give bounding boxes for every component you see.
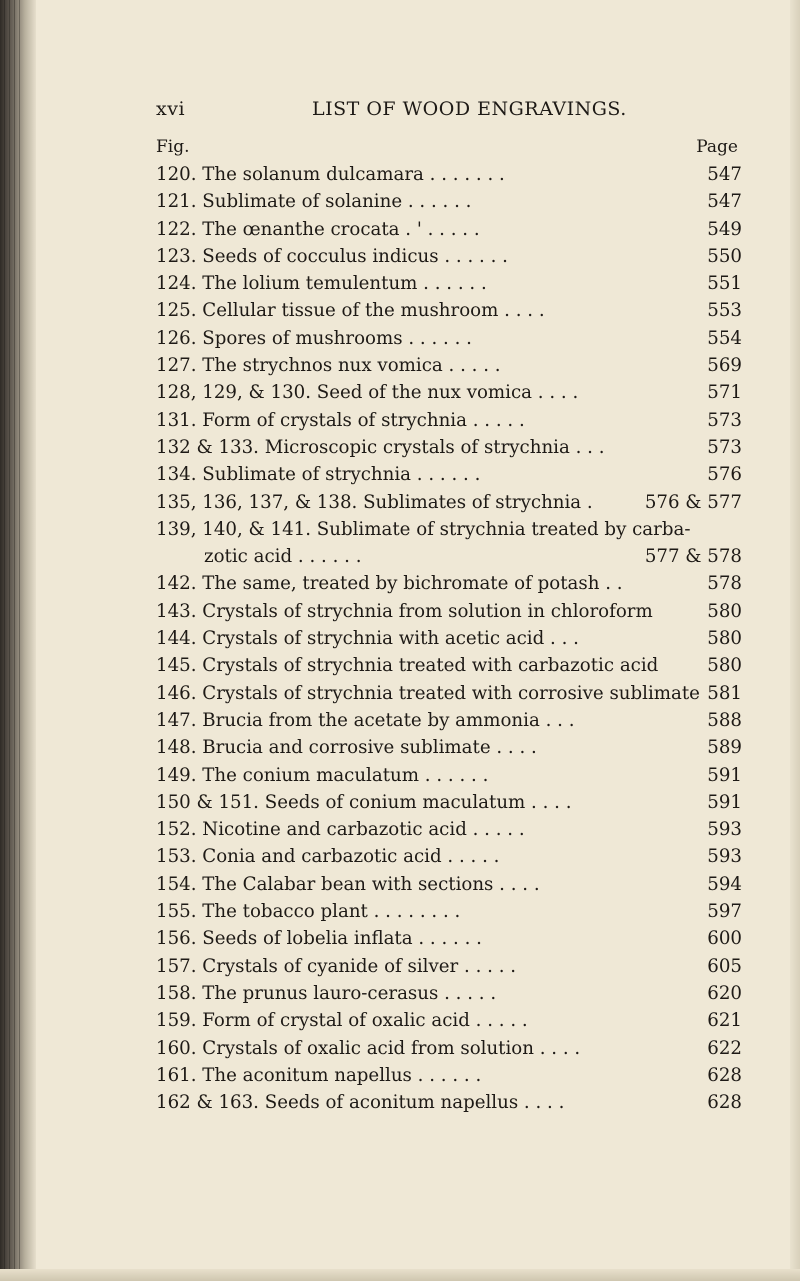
list-item xyxy=(156,1035,742,1062)
entry-page: 576 & 577 xyxy=(644,491,742,513)
entry-text: 122. The œnanthe crocata . ' . . . . . xyxy=(156,218,480,240)
list-item xyxy=(156,188,742,215)
entry-page: 573 xyxy=(707,409,742,431)
entry-text: 162 & 163. Seeds of aconitum napellus . . . . xyxy=(156,1092,565,1114)
entry-page: 550 xyxy=(707,245,742,267)
entry-text: 158. The prunus lauro-cerasus . . . . . xyxy=(156,982,497,1004)
list-item xyxy=(156,680,742,707)
entry-page: 576 xyxy=(707,464,742,486)
entry-page: 571 xyxy=(707,382,742,404)
list-item xyxy=(156,625,742,652)
entry-text: 149. The conium maculatum . . . . . . xyxy=(156,764,489,786)
list-item xyxy=(156,843,742,870)
entry-text: 152. Nicotine and carbazotic acid . . . . . xyxy=(156,819,525,841)
figure-column-heading: Fig. xyxy=(156,137,190,157)
entry-page: 578 xyxy=(707,573,742,595)
entry-text: 125. Cellular tissue of the mushroom . . . . xyxy=(156,300,545,322)
entry-page: 580 xyxy=(707,655,742,677)
entry-text: 124. The lolium temulentum . . . . . . xyxy=(156,273,487,295)
list-item xyxy=(156,898,742,925)
entry-text: 126. Spores of mushrooms . . . . . . xyxy=(156,327,472,349)
list-item xyxy=(156,598,742,625)
entry-page: 554 xyxy=(707,327,742,349)
entry-text: 135, 136, 137, & 138. Sublimates of strychnia . xyxy=(156,491,593,513)
entry-text: 134. Sublimate of strychnia . . . . . . xyxy=(156,464,481,486)
entry-text: 132 & 133. Microscopic crystals of strychnia . . . xyxy=(156,436,605,458)
list-item xyxy=(156,1089,742,1116)
list-item xyxy=(156,707,742,734)
list-item xyxy=(156,652,742,679)
entry-text: 144. Crystals of strychnia with acetic acid . . . xyxy=(156,628,579,650)
entry-text: 153. Conia and carbazotic acid . . . . . xyxy=(156,846,500,868)
entry-page: 588 xyxy=(707,709,742,731)
entry-text: 156. Seeds of lobelia inflata . . . . . . xyxy=(156,928,482,950)
list-item xyxy=(156,980,742,1007)
entry-text: 159. Form of crystal of oxalic acid . . . . . xyxy=(156,1010,528,1032)
entry-text: 127. The strychnos nux vomica . . . . . xyxy=(156,355,501,377)
entry-text: 147. Brucia from the acetate by ammonia . . . xyxy=(156,709,575,731)
entry-page: 591 xyxy=(707,764,742,786)
list-item xyxy=(156,1007,742,1034)
entry-page: 622 xyxy=(707,1037,742,1059)
entry-text: 145. Crystals of strychnia treated with carbazotic acid xyxy=(156,655,659,677)
entry-page: 577 & 578 xyxy=(644,546,742,568)
list-item xyxy=(156,216,742,243)
entry-page: 621 xyxy=(707,1010,742,1032)
entry-page: 581 xyxy=(707,682,742,704)
page-title: LIST OF WOOD ENGRAVINGS. xyxy=(312,98,627,120)
list-item xyxy=(156,407,742,434)
entry-page: 551 xyxy=(707,273,742,295)
entry-page: 620 xyxy=(707,982,742,1004)
entry-text: 121. Sublimate of solanine . . . . . . xyxy=(156,191,472,213)
entry-page: 573 xyxy=(707,436,742,458)
entry-page: 549 xyxy=(707,218,742,240)
list-item xyxy=(156,953,742,980)
column-headings xyxy=(156,137,740,159)
list-item xyxy=(156,434,742,461)
entry-page: 593 xyxy=(707,819,742,841)
entry-text: 143. Crystals of strychnia from solution in chloroform xyxy=(156,600,653,622)
entry-page: 591 xyxy=(707,791,742,813)
entry-page: 605 xyxy=(707,955,742,977)
entry-page: 580 xyxy=(707,628,742,650)
entry-text: 139, 140, & 141. Sublimate of strychnia treated by carba- xyxy=(156,518,691,540)
entry-text: 161. The aconitum napellus . . . . . . xyxy=(156,1064,482,1086)
entry-text: 154. The Calabar bean with sections . . . . xyxy=(156,873,540,895)
list-item xyxy=(156,297,742,324)
entry-page: 580 xyxy=(707,600,742,622)
list-item xyxy=(156,1062,742,1089)
engravings-list xyxy=(156,161,742,1116)
entry-text: zotic acid . . . . . . xyxy=(204,546,362,568)
list-item xyxy=(156,379,742,406)
entry-page: 569 xyxy=(707,355,742,377)
page-column-heading: Page xyxy=(696,137,738,157)
page-edge-right xyxy=(790,0,800,1281)
list-item xyxy=(156,325,742,352)
page-folio: xvi xyxy=(156,98,186,120)
entry-page: 553 xyxy=(707,300,742,322)
entry-page: 600 xyxy=(707,928,742,950)
page-edge-bottom xyxy=(0,1269,800,1281)
entry-text: 128, 129, & 130. Seed of the nux vomica . . . . xyxy=(156,382,579,404)
list-item xyxy=(156,816,742,843)
list-item xyxy=(156,516,742,543)
entry-page: 547 xyxy=(707,191,742,213)
entry-page: 589 xyxy=(707,737,742,759)
entry-text: 131. Form of crystals of strychnia . . . . . xyxy=(156,409,525,431)
list-item xyxy=(156,243,742,270)
entry-text: 155. The tobacco plant . . . . . . . . xyxy=(156,901,461,923)
binding-thread-lines xyxy=(4,0,22,1281)
entry-page: 547 xyxy=(707,164,742,185)
list-item xyxy=(156,352,742,379)
entry-text: 148. Brucia and corrosive sublimate . . . . xyxy=(156,737,537,759)
entry-text: 160. Crystals of oxalic acid from solution . . . . xyxy=(156,1037,581,1059)
entry-page: 593 xyxy=(707,846,742,868)
entry-page: 628 xyxy=(707,1064,742,1086)
entry-text: 150 & 151. Seeds of conium maculatum . . . . xyxy=(156,791,572,813)
list-item xyxy=(156,871,742,898)
entry-text: 123. Seeds of cocculus indicus . . . . . . xyxy=(156,245,508,267)
list-item xyxy=(156,789,742,816)
entry-page: 594 xyxy=(707,873,742,895)
list-item xyxy=(156,489,742,516)
list-item xyxy=(156,925,742,952)
entry-text: 142. The same, treated by bichromate of potash . . xyxy=(156,573,623,595)
list-item xyxy=(156,762,742,789)
list-item xyxy=(156,161,742,188)
entry-page: 628 xyxy=(707,1092,742,1114)
entry-page: 597 xyxy=(707,901,742,923)
running-head xyxy=(156,98,716,122)
entry-text: 120. The solanum dulcamara . . . . . . . xyxy=(156,164,505,185)
entry-text: 146. Crystals of strychnia treated with corrosive sublimate xyxy=(156,682,700,704)
list-item xyxy=(156,543,742,570)
list-item xyxy=(156,734,742,761)
entry-text: 157. Crystals of cyanide of silver . . . . . xyxy=(156,955,517,977)
list-item xyxy=(156,461,742,488)
list-item xyxy=(156,570,742,597)
list-item xyxy=(156,270,742,297)
